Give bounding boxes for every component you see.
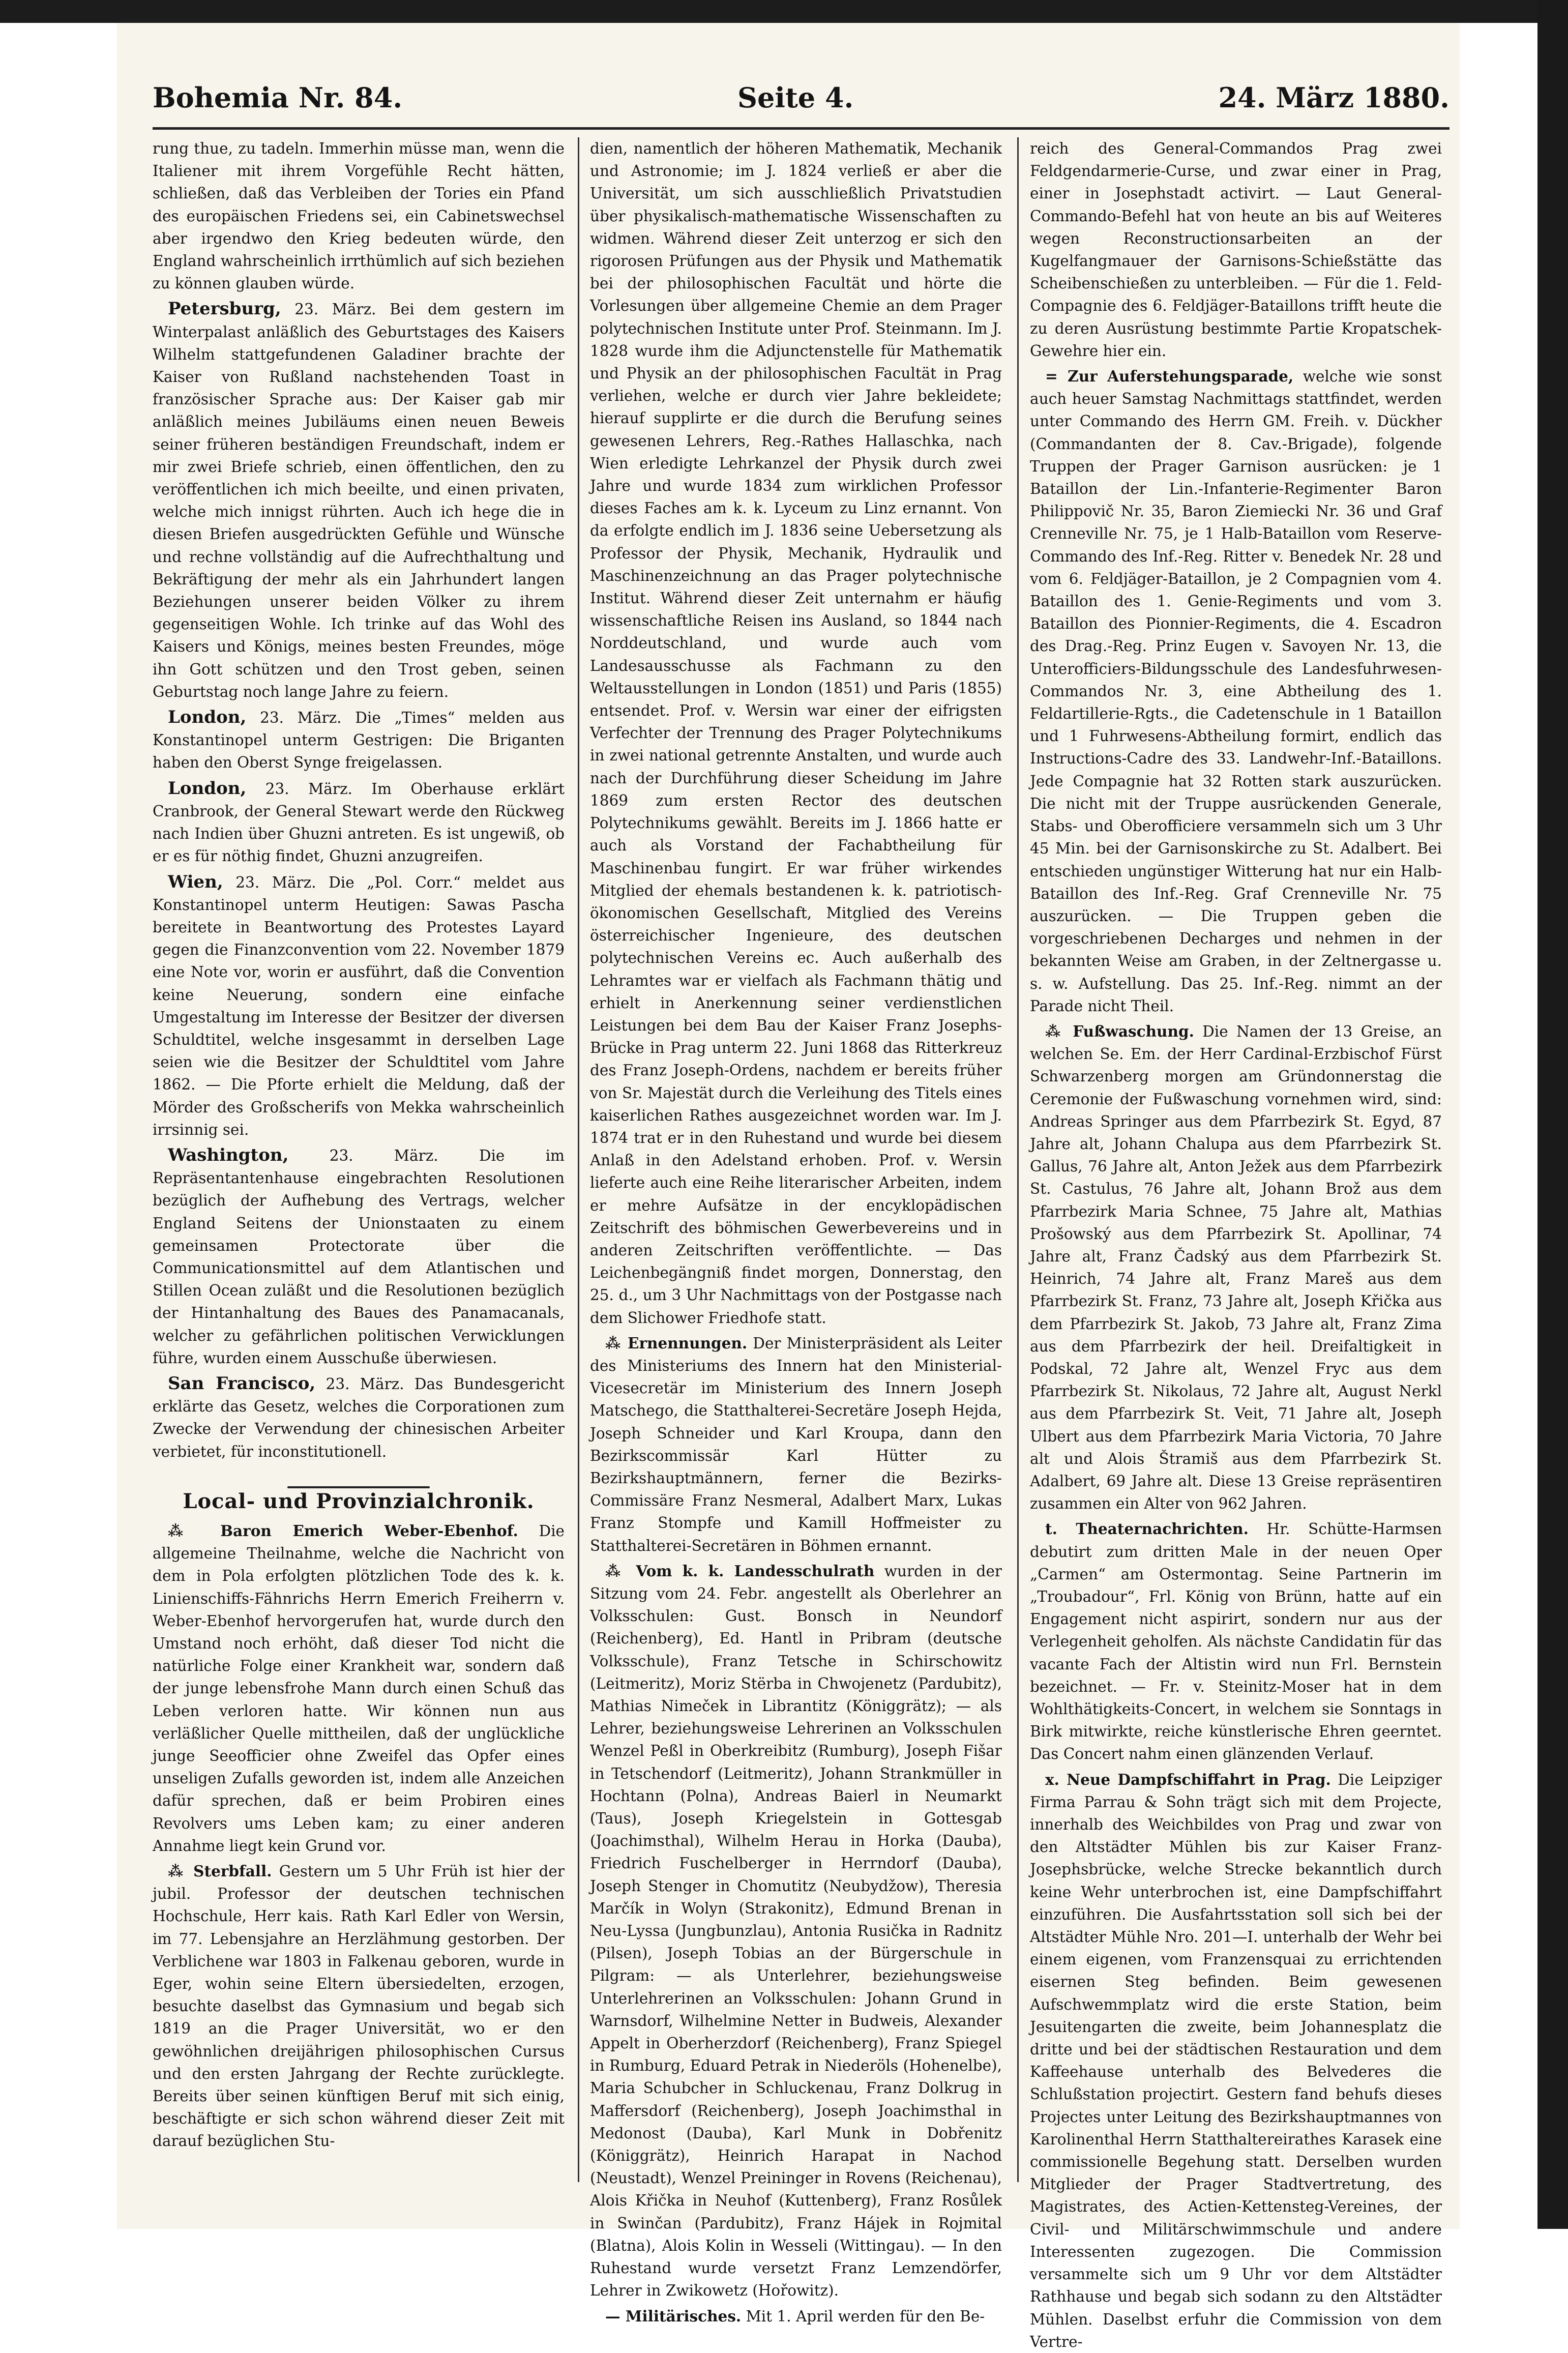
header-date: 24. März 1880. xyxy=(1218,81,1449,114)
column-divider xyxy=(578,137,579,2182)
article-heading: t. Theaternachrichten. xyxy=(1045,1520,1249,1538)
article-heading: — Militärisches. xyxy=(605,2307,742,2325)
article-paragraph xyxy=(1030,1769,1442,2353)
article-paragraph xyxy=(153,777,565,868)
article-text: Die allgemeine Theilnahme, welche die Nachricht von dem in Pola erfolgten plötzlichen Tode des k. k. Linienschiffs-Fähnrichs Herrn Emerich Freiherrn v. Weber-Ebenhof hervorgerufen hat, wurde durch den Umstand noch erhöht, daß dieser Tod nicht die natürliche Folge einer Krankheit war, sondern daß der junge lebensfrohe Mann durch einen Schuß das Leben verloren hatte. Wir können nun aus verläßlicher Quelle mittheilen, daß der unglückliche junge Seeofficier ohne Zweifel das Opfer eines unseligen Zufalls geworden ist, indem alle Anzeichen dafür sprechen, daß er beim Probiren eines Revolvers ums Leben kam; zu einer anderen Annahme liegt kein Grund vor. xyxy=(153,1522,565,1855)
dateline-place: Washington, xyxy=(168,1144,289,1165)
dateline-place: Wien, xyxy=(168,871,223,892)
column-2 xyxy=(590,137,1002,2325)
article-heading: x. Neue Dampfschiffahrt in Prag. xyxy=(1045,1770,1331,1788)
scan-border-right xyxy=(1537,0,1568,2229)
article-text: 23. März. Bei dem gestern im Winterpalast anläßlich des Geburtstages des Kaisers Wilhelm stattgefundenen Galadiner brachte der Kaiser von Rußland nachstehenden Toast in französischer Sprache aus: Der Kaiser gab mir anläßlich meines Jubiläums einen neuen Beweis seiner früheren beständigen Freundschaft, indem er mir zwei Briefe schrieb, einen öffentlichen, den zu veröffentlichen ich mich beeilte, und einen privaten, welche mich innigst rührten. Auch ich hege die in diesen Briefen ausgedrückten Gefühle und Wünsche und rechne vollständig auf die Aufrechthaltung und Bekräftigung der mehr als ein Jahrhundert langen Beziehungen unserer beiden Völker zu ihrem gegenseitigen Wohle. Ich trinke auf das Wohl des Kaisers und Königs, meines besten Freundes, möge ihn Gott schützen und den Trost geben, seinen Geburtstag noch lange Jahre zu feiern. xyxy=(153,301,565,700)
column-divider xyxy=(1017,137,1019,2182)
column-1 xyxy=(153,137,565,2197)
article-text: welche wie sonst auch heuer Samstag Nachmittags stattfindet, werden unter Commando des Herrn GM. Freih. v. Dückher (Commandanten der 8. Cav.-Brigade), folgende Truppen der Prager Garnison ausrücken: je 1 Bataillon der Lin.-Infanterie-Regimenter Baron Philippovič Nr. 35, Baron Ziemiecki Nr. 36 und Graf Crenneville Nr. 75, je 1 Halb-Bataillon vom Reserve-Commando des Inf.-Reg. Ritter v. Benedek Nr. 28 und vom 6. Feldjäger-Bataillon, je 2 Compagnien vom 4. Bataillon des 1. Genie-Regiments und vom 3. Bataillon des Pionnier-Regiments, die 4. Escadron des Drag.-Reg. Prinz Eugen v. Savoyen Nr. 13, die Unterofficiers-Bildungsschule des Landesfuhrwesen-Commandos Nr. 3, eine Abtheilung des 1. Feldartillerie-Rgts., die Cadetenschule in 1 Bataillon und 1 Fuhrwesens-Abtheilung formirt, endlich das Instructions-Cadre des 33. Landwehr-Inf.-Bataillons. Jede Compagnie hat 32 Rotten stark auszurücken. Die nicht mit der Truppe ausrückenden Generale, Stabs- und Oberofficiere versammeln sich um 3 Uhr 45 Min. bei der Garnisonskirche zu St. Adalbert. Bei entschieden ungünstiger Witterung hat nur ein Halb-Bataillon des Inf.-Reg. Graf Crenneville Nr. 75 auszurücken. — Die Truppen geben die vorgeschriebenen Decharges und nehmen in der bekannten Weise am Graben, in der Zeltnergasse u. s. w. Aufstellung. Das 25. Inf.-Reg. nimmt an der Parade nicht Theil. xyxy=(1030,368,1442,1015)
column-3 xyxy=(1030,137,1442,2350)
article-paragraph xyxy=(590,2305,1002,2328)
header-issue: Bohemia Nr. 84. xyxy=(153,81,403,114)
article-paragraph xyxy=(153,871,565,1141)
article-paragraph xyxy=(153,1520,565,1857)
article-paragraph xyxy=(1030,1020,1442,1515)
dateline-place: London, xyxy=(168,707,247,728)
article-text: 23. März. Das Bundesgericht erklärte das Gesetz, welches die Corporationen zum Zwecke der Verwendung der chinesischen Arbeiter verbietet, für inconstitutionell. xyxy=(153,1375,565,1460)
page-header xyxy=(153,81,1449,122)
article-paragraph xyxy=(153,1372,565,1463)
article-paragraph xyxy=(1030,1518,1442,1765)
article-heading: ⁂ Ernennungen. xyxy=(605,1334,748,1352)
article-heading: ⁂ Vom k. k. Landesschulrath xyxy=(605,1562,875,1580)
header-page-number: Seite 4. xyxy=(737,81,854,114)
article-text: 23. März. Die „Times“ melden aus Konstantinopel unterm Gestrigen: Die Briganten haben den Oberst Synge freigelassen. xyxy=(153,709,565,772)
article-heading: ⁂ Fußwaschung. xyxy=(1045,1022,1194,1040)
article-paragraph: reich des General-Commandos Prag zwei Feldgendarmerie-Curse, und zwar einer in Prag, einer in Josephstadt activirt. — Laut General-Commando-Befehl hat von heute an bis auf Weiteres wegen Reconstructionsarbeiten an der Kugelfangmauer der Garnisons-Schießstätte das Scheibenschießen zu unterbleiben. — Für die 1. Feld-Compagnie des 6. Feldjäger-Bataillons trifft heute die zu deren Ausrüstung bestimmte Partie Kropatschek-Gewehre hier ein. xyxy=(1030,140,1442,360)
scan-margin-left xyxy=(0,0,117,2229)
article-text: 23. März. Die im Repräsentantenhause eingebrachten Resolutionen bezüglich der Aufhebung des Vertrags, welcher England Seitens der Unionstaaten zu einem gemeinsamen Protectorate über die Communicationsmittel auf dem Atlantischen und Stillen Ocean zuläßt und die Resolutionen bezüglich der Hintanhaltung des Baues des Panamacanals, welcher zu gefährlichen politischen Verwicklungen führe, wurden einem Ausschuße überwiesen. xyxy=(153,1146,565,1367)
article-heading: ⁂ Baron Emerich Weber-Ebenhof. xyxy=(168,1521,518,1540)
article-text: Der Ministerpräsident als Leiter des Ministeriums des Innern hat den Ministerial-Vicesecretär im Ministerium des Innern Joseph Matschego, die Statthalterei-Secretäre Joseph Hejda, Joseph Schneider und Karl Kroupa, dann den Bezirkscommissär Karl Hütter zu Bezirkshauptmännern, ferner die Bezirks-Commissäre Franz Nesmeral, Adalbert Marx, Lukas Franz Stompfe und Kamill Hoffmeister zu Statthalterei-Secretären in Böhmen ernannt. xyxy=(590,1334,1002,1554)
header-rule xyxy=(153,127,1449,130)
article-text: wurden in der Sitzung vom 24. Febr. angestellt als Oberlehrer an Volksschulen: Gust. Bonsch in Neundorf (Reichenberg), Ed. Hantl in Pribram (deutsche Volksschule), Franz Tetsche in Schirschowitz (Leitmeritz), Moriz Stërba in Chwojenetz (Pardubitz), Mathias Nimeček in Librantitz (Königgrätz); — als Lehrer, beziehungsweise Lehrerinen an Volksschulen Wenzel Peßl in Oberkreibitz (Rumburg), Joseph Fišar in Tetschendorf (Leitmeritz), Johann Strankmüller in Hochtann (Polna), Andreas Baierl in Neumarkt (Taus), Joseph Kriegelstein in Gottesgab (Joachimsthal), Wilhelm Herau in Horka (Dauba), Friedrich Fuschelberger in Herrndorf (Dauba), Joseph Stenger in Chomutitz (Neubydžow), Theresia Marčík in Wolyn (Strakonitz), Edmund Brenan in Neu-Lyssa (Jungbunzlau), Antonia Rusička in Radnitz (Pilsen), Joseph Tobias an der Bürgerschule in Pilgram: — als Unterlehrer, beziehungsweise Unterlehrerinen an Volksschulen: Johann Grund in Warnsdorf, Wilhelmine Netter in Budweis, Alexander Appelt in Oberherzdorf (Reichenberg), Franz Spiegel in Rumburg, Eduard Petrak in Niederöls (Hohenelbe), Maria Schubcher in Schluckenau, Franz Dolkrug in Maffersdorf (Reichenberg), Joseph Joachimsthal in Medonost (Dauba), Karl Munk in Dobřenitz (Königgrätz), Heinrich Harapat in Nachod (Neustadt), Wenzel Preininger in Rovens (Reichenau), Alois Křička in Neuhof (Kuttenberg), Franz Rosůlek in Swinčan (Pardubitz), Franz Hájek in Rojmital (Blatna), Alois Kolin in Wesseli (Wittingau). — In den Ruhestand wurde versetzt Franz Lemzendörfer, Lehrer in Zwikowetz (Hořowitz). xyxy=(590,1562,1002,2300)
dateline-place: Petersburg, xyxy=(168,299,281,319)
article-text: 23. März. Im Oberhause erklärt Cranbrook, der General Stewart werde den Rückweg nach Indien über Ghuzni antreten. Es ist ungewiß, ob er es für nöthig findet, Ghuzni anzugreifen. xyxy=(153,780,565,865)
dateline-place: London, xyxy=(168,778,247,799)
article-paragraph xyxy=(153,1144,565,1369)
article-text: Gestern um 5 Uhr Früh ist hier der jubil. Professor der deutschen technischen Hochschule, Herr kais. Rath Karl Edler von Wersin, im 77. Lebensjahre an Herzlähmung gestorben. Der Verblichene war 1803 in Falkenau geboren, wurde in Eger, wohin seine Eltern übersiedelten, erzogen, besuchte daselbst das Gymnasium und begab sich 1819 an die Prager Universität, wo er den gewöhnlichen dreijährigen philosophischen Cursus und den ersten Jahrgang der Rechte zurücklegte. Bereits über seinen künftigen Beruf mit sich einig, beschäftigte er sich schon während dieser Zeit mit darauf bezüglichen Stu- xyxy=(153,1863,565,2150)
article-heading: = Zur Auferstehungsparade, xyxy=(1045,367,1294,386)
article-paragraph xyxy=(1030,365,1442,1017)
scan-border-top xyxy=(0,0,1568,23)
newspaper-page xyxy=(153,66,1449,2350)
article-paragraph xyxy=(153,706,565,774)
article-paragraph xyxy=(590,1332,1002,1557)
section-title: Local- und Provinzialchronik. xyxy=(183,1489,535,1513)
article-paragraph: dien, namentlich der höheren Mathematik, Mechanik und Astronomie; im J. 1824 verließ er aber die Universität, um sich ausschließlich Privatstudien über physikalisch-mathematische Wissenschaften zu widmen. Während dieser Zeit unterzog er sich den rigorosen Prüfungen aus der Physik und Mathematik bei der philosophischen Facultät und hörte die Vorlesungen über allgemeine Chemie an dem Prager polytechnischen Institute unter Prof. Steinmann. Im J. 1828 wurde ihm die Adjunctenstelle für Mathematik und Physik an der philosophischen Facultät in Prag verliehen, welche er durch vier Jahre bekleidete; hierauf supplirte er die durch die Berufung seines gewesenen Lehrers, Reg.-Rathes Hallaschka, nach Wien erledigte Lehrkanzel der Physik durch zwei Jahre und wurde 1834 zum wirklichen Professor dieses Faches am k. k. Lyceum zu Linz ernannt. Von da erfolgte endlich im J. 1836 seine Uebersetzung als Professor der Physik, Mechanik, Hydraulik und Maschinenzeichnung an das Prager polytechnische Institut. Während dieser Zeit unternahm er häufig wissenschaftliche Reisen ins Ausland, so 1844 nach Norddeutschland, und wurde auch vom Landesausschusse als Fachmann zu den Weltausstellungen in London (1851) und Paris (1855) entsendet. Prof. v. Wersin war einer der eifrigsten Verfechter der Trennung des Prager Polytechnikums in zwei national getrennte Anstalten, und wurde auch nach der Durchführung dieser Scheidung im Jahre 1869 zum ersten Rector des deutschen Polytechnikums gewählt. Bereits im J. 1866 hatte er auch als Vorstand der Fachabtheilung für Maschinenbau fungirt. Er war früher wirkendes Mitglied der ehemals bestandenen k. k. patriotisch-ökonomischen Gesellschaft, Mitglied des Vereins österreichischer Ingenieure, des deutschen polytechnischen Vereins ec. Auch außerhalb des Lehramtes war er vielfach als Fachmann thätig und erhielt in Anerkennung seiner verdienstlichen Leistungen bei dem Bau der Kaiser Franz Josephs-Brücke in Prag unterm 22. Juni 1868 das Ritterkreuz des Franz Joseph-Ordens, nachdem er bereits früher von Sr. Majestät durch die Verleihung des Titels eines kaiserlichen Rathes ausgezeichnet worden war. Im J. 1874 trat er in den Ruhestand und wurde bei diesem Anlaß in den Adelstand erhoben. Prof. v. Wersin lieferte auch eine Reihe literarischer Arbeiten, indem er mehre Aufsätze in der encyklopädischen Zeitschrift des böhmischen Gewerbevereins und in anderen Zeitschriften veröffentlichte. — Das Leichenbegängniß findet morgen, Donnerstag, den 25. d., um 3 Uhr Nachmittags von der Postgasse nach dem Slichower Friedhofe statt. xyxy=(590,140,1002,1327)
article-text: Die Namen der 13 Greise, an welchen Se. Em. der Herr Cardinal-Erzbischof Fürst Schwarzenberg morgen am Gründonnerstag die Ceremonie der Fußwaschung vornehmen wird, sind: Andreas Springer aus dem Pfarrbezirk St. Egyd, 87 Jahre alt, Johann Chalupa aus dem Pfarrbezirk St. Gallus, 76 Jahre alt, Anton Ježek aus dem Pfarrbezirk St. Castulus, 76 Jahre alt, Johann Brož aus dem Pfarrbezirk Maria Schnee, 75 Jahre alt, Mathias Prošowský aus dem Pfarrbezirk St. Apollinar, 74 Jahre alt, Franz Čadský aus dem Pfarrbezirk St. Heinrich, 74 Jahre alt, Franz Mareš aus dem Pfarrbezirk St. Franz, 73 Jahre alt, Joseph Křička aus dem Pfarrbezirk St. Jakob, 73 Jahre alt, Franz Zima aus dem Pfarrbezirk der heil. Dreifaltigkeit in Podskal, 72 Jahre alt, Wenzel Fryc aus dem Pfarrbezirk St. Nikolaus, 72 Jahre alt, August Nerkl aus dem Pfarrbezirk St. Veit, 71 Jahre alt, Joseph Ulbert aus dem Pfarrbezirk Maria Victoria, 70 Jahre alt und Alois Štramiš aus dem Pfarrbezirk St. Adalbert, 69 Jahre alt. Diese 13 Greise repräsentiren zusammen ein Alter von 962 Jahren. xyxy=(1030,1022,1442,1513)
article-text: Mit 1. April werden für den Be- xyxy=(746,2307,985,2325)
article-text: Hr. Schütte-Harmsen debutirt zum dritten Male in der neuen Oper „Carmen“ am Ostermontag. Seine Partnerin im „Troubadour“, Frl. König von Brünn, hatte auf ein Engagement nicht aspirirt, sondern nur aus der Verlegenheit geholfen. Als nächste Candidatin für das vacante Fach der Altistin wird nun Frl. Bernstein bezeichnet. — Fr. v. Steinitz-Moser hat in dem Wohlthätigkeits-Concert, in welchem sie Sonntags in Birk mitwirkte, reiche künstlerische Ehren geerntet. Das Concert nahm einen glänzenden Verlauf. xyxy=(1030,1520,1442,1763)
article-paragraph xyxy=(590,1560,1002,2302)
article-heading: ⁂ Sterbfall. xyxy=(168,1862,272,1880)
article-text: 23. März. Die „Pol. Corr.“ meldet aus Konstantinopel unterm Heutigen: Sawas Pascha bereitete in Beantwortung des Protestes Layard gegen die Finanzconvention vom 22. November 1879 eine Note vor, worin er ausführt, daß die Convention keine Neuerung, sondern eine einfache Umgestaltung im Interesse der Besitzer der diversen Schuldtitel, welche insgesammt in derselben Lage seien wie die Besitzer der Schuldtitel vom Jahre 1862. — Die Pforte erhielt die Meldung, daß der Mörder des Großscherifs von Mekka wahrscheinlich irrsinnig sei. xyxy=(153,873,565,1138)
article-paragraph xyxy=(153,298,565,703)
article-text: Die Leipziger Firma Parrau & Sohn trägt sich mit dem Projecte, innerhalb des Weichbildes von Prag und zwar von den Altstädter Mühlen bis zur Kaiser Franz-Josephsbrücke, welche Strecke bekanntlich durch keine Wehr unterbrochen ist, eine Dampfschiffahrt einzuführen. Die Ausfahrtsstation soll sich bei der Altstädter Mühle Nro. 201—I. unterhalb der Wehr bei einem eigenen, vom Franzensquai zu errichtenden eisernen Steg befinden. Beim gewesenen Aufschwemmplatz wird die erste Station, beim Jesuitengarten die zweite, beim Johannesplatz die dritte und bei der städtischen Restauration und dem Kaffeehause unterhalb des Belvederes die Schlußstation projectirt. Gestern fand behufs dieses Projectes unter Leitung des Bezirkshauptmannes von Karolinenthal Herrn Statthaltereirathes Karasek eine commissionelle Begehung statt. Derselben wurden Mitglieder der Prager Stadtvertretung, des Magistrates, des Actien-Kettensteg-Vereines, der Civil- und Militärschwimmschule und andere Interessenten zugezogen. Die Commission versammelte sich um 9 Uhr vor dem Altstädter Rathhause und begab sich sodann zu den Altstädter Mühlen. Daselbst erfuhr die Commission von dem Vertre- xyxy=(1030,1771,1442,2350)
article-paragraph xyxy=(153,1860,565,2153)
ornament-divider xyxy=(153,1472,565,1482)
dateline-place: San Francisco, xyxy=(168,1373,316,1394)
article-paragraph: rung thue, zu tadeln. Immerhin müsse man, wenn die Italiener mit ihrem Vorgefühle Recht hätten, schließen, daß das Verbleiben der Tories ein Pfand des europäischen Friedens sei, ein Cabinetswechsel aber irgendwo den Krieg bedeuten würde, den England wahrscheinlich irrthümlich auf sich beziehen zu können glauben würde. xyxy=(153,140,565,292)
